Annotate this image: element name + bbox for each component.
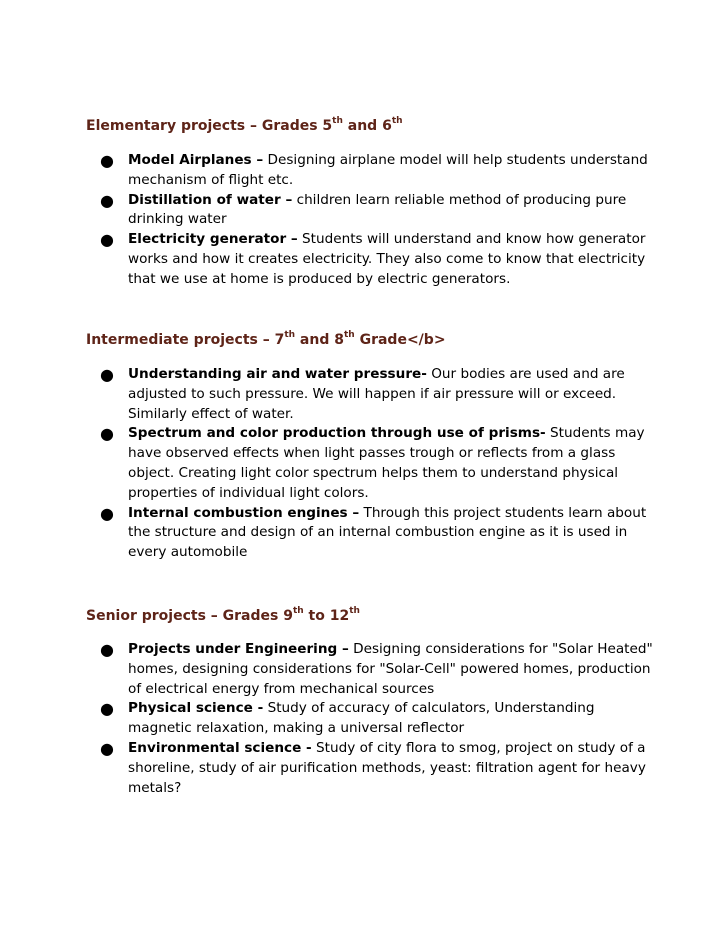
item-text: Through this project students learn about the structure and design of an internal combustion engine as it is used in every automobile xyxy=(128,504,647,561)
list-item xyxy=(86,640,658,699)
bullet-icon: ● xyxy=(100,424,114,444)
item-term: Understanding air and water pressure- xyxy=(128,366,427,382)
heading-superscript: th xyxy=(344,330,355,341)
item-text: Students will understand and know how generator works and how it creates electricity. They also come to know that electricity that we use at home is produced by electric generators. xyxy=(128,231,646,287)
heading-superscript: th xyxy=(349,606,360,617)
bullet-icon: ● xyxy=(100,230,114,250)
list-item xyxy=(86,151,658,191)
heading-superscript: th xyxy=(391,116,403,127)
list-item xyxy=(86,424,658,503)
list-item xyxy=(86,230,658,289)
heading-text: Elementary projects – Grades 5 xyxy=(86,118,333,134)
list-item xyxy=(86,191,658,231)
intermediate-section xyxy=(86,330,666,563)
item-term: Physical science - xyxy=(128,700,264,717)
heading-text: Senior projects – Grades 9 xyxy=(86,608,293,624)
item-text: Study of accuracy of calculators, Understanding magnetic relaxation, making a universal reflector xyxy=(128,700,595,737)
elementary-list xyxy=(86,151,666,290)
bullet-icon: ● xyxy=(100,365,114,384)
item-text: Students may have observed effects when light passes trough or reflects from a glass object. Creating light color spectrum helps them to understand physical properties of individual light colors. xyxy=(128,425,645,501)
intermediate-list xyxy=(86,365,666,563)
elementary-section xyxy=(86,116,666,290)
item-term: Model Airplanes – xyxy=(128,152,264,168)
item-term: Projects under Engineering – xyxy=(128,641,349,657)
heading-superscript: th xyxy=(284,330,296,341)
bullet-icon: ● xyxy=(100,503,114,523)
heading-text: and 8 xyxy=(295,332,344,348)
senior-heading xyxy=(86,606,666,626)
heading-superscript: th xyxy=(332,116,343,127)
bullet-icon: ● xyxy=(100,699,114,719)
item-text: Our bodies are used and are adjusted to such pressure. We will happen if air pressure will or exceed. Similarly effect of water. xyxy=(128,366,625,422)
list-item xyxy=(86,504,658,563)
item-term: Distillation of water – xyxy=(128,191,293,208)
bullet-icon: ● xyxy=(100,190,114,210)
elementary-heading xyxy=(86,116,666,136)
heading-superscript: th xyxy=(292,606,304,617)
item-text: Designing airplane model will help students understand mechanism of flight etc. xyxy=(128,152,648,188)
heading-text: Grade</b> xyxy=(354,332,446,348)
heading-text: to 12 xyxy=(303,608,350,624)
list-item xyxy=(86,699,658,739)
bullet-icon: ● xyxy=(100,151,114,170)
item-text: children learn reliable method of producing pure drinking water xyxy=(128,191,627,228)
item-term: Internal combustion engines – xyxy=(128,504,360,521)
item-text: Study of city flora to smog, project on study of a shoreline, study of air purification methods, yeast: filtration agent for heavy metals? xyxy=(128,739,646,796)
senior-list xyxy=(86,640,666,798)
bullet-icon: ● xyxy=(100,640,114,659)
heading-text: and 6 xyxy=(342,118,392,134)
list-item xyxy=(86,739,658,798)
item-term: Environmental science - xyxy=(128,739,312,756)
item-term: Spectrum and color production through use of prisms- xyxy=(128,425,546,442)
senior-section xyxy=(86,606,666,798)
bullet-icon: ● xyxy=(100,738,114,758)
item-term: Electricity generator – xyxy=(128,231,298,248)
item-text: Designing considerations for "Solar Heated" homes, designing considerations for "Solar-Cell" powered homes, production of electrical energy from mechanical sources xyxy=(128,641,653,697)
list-item xyxy=(86,365,658,424)
intermediate-heading xyxy=(86,330,666,350)
heading-text: Intermediate projects – 7 xyxy=(86,332,285,348)
